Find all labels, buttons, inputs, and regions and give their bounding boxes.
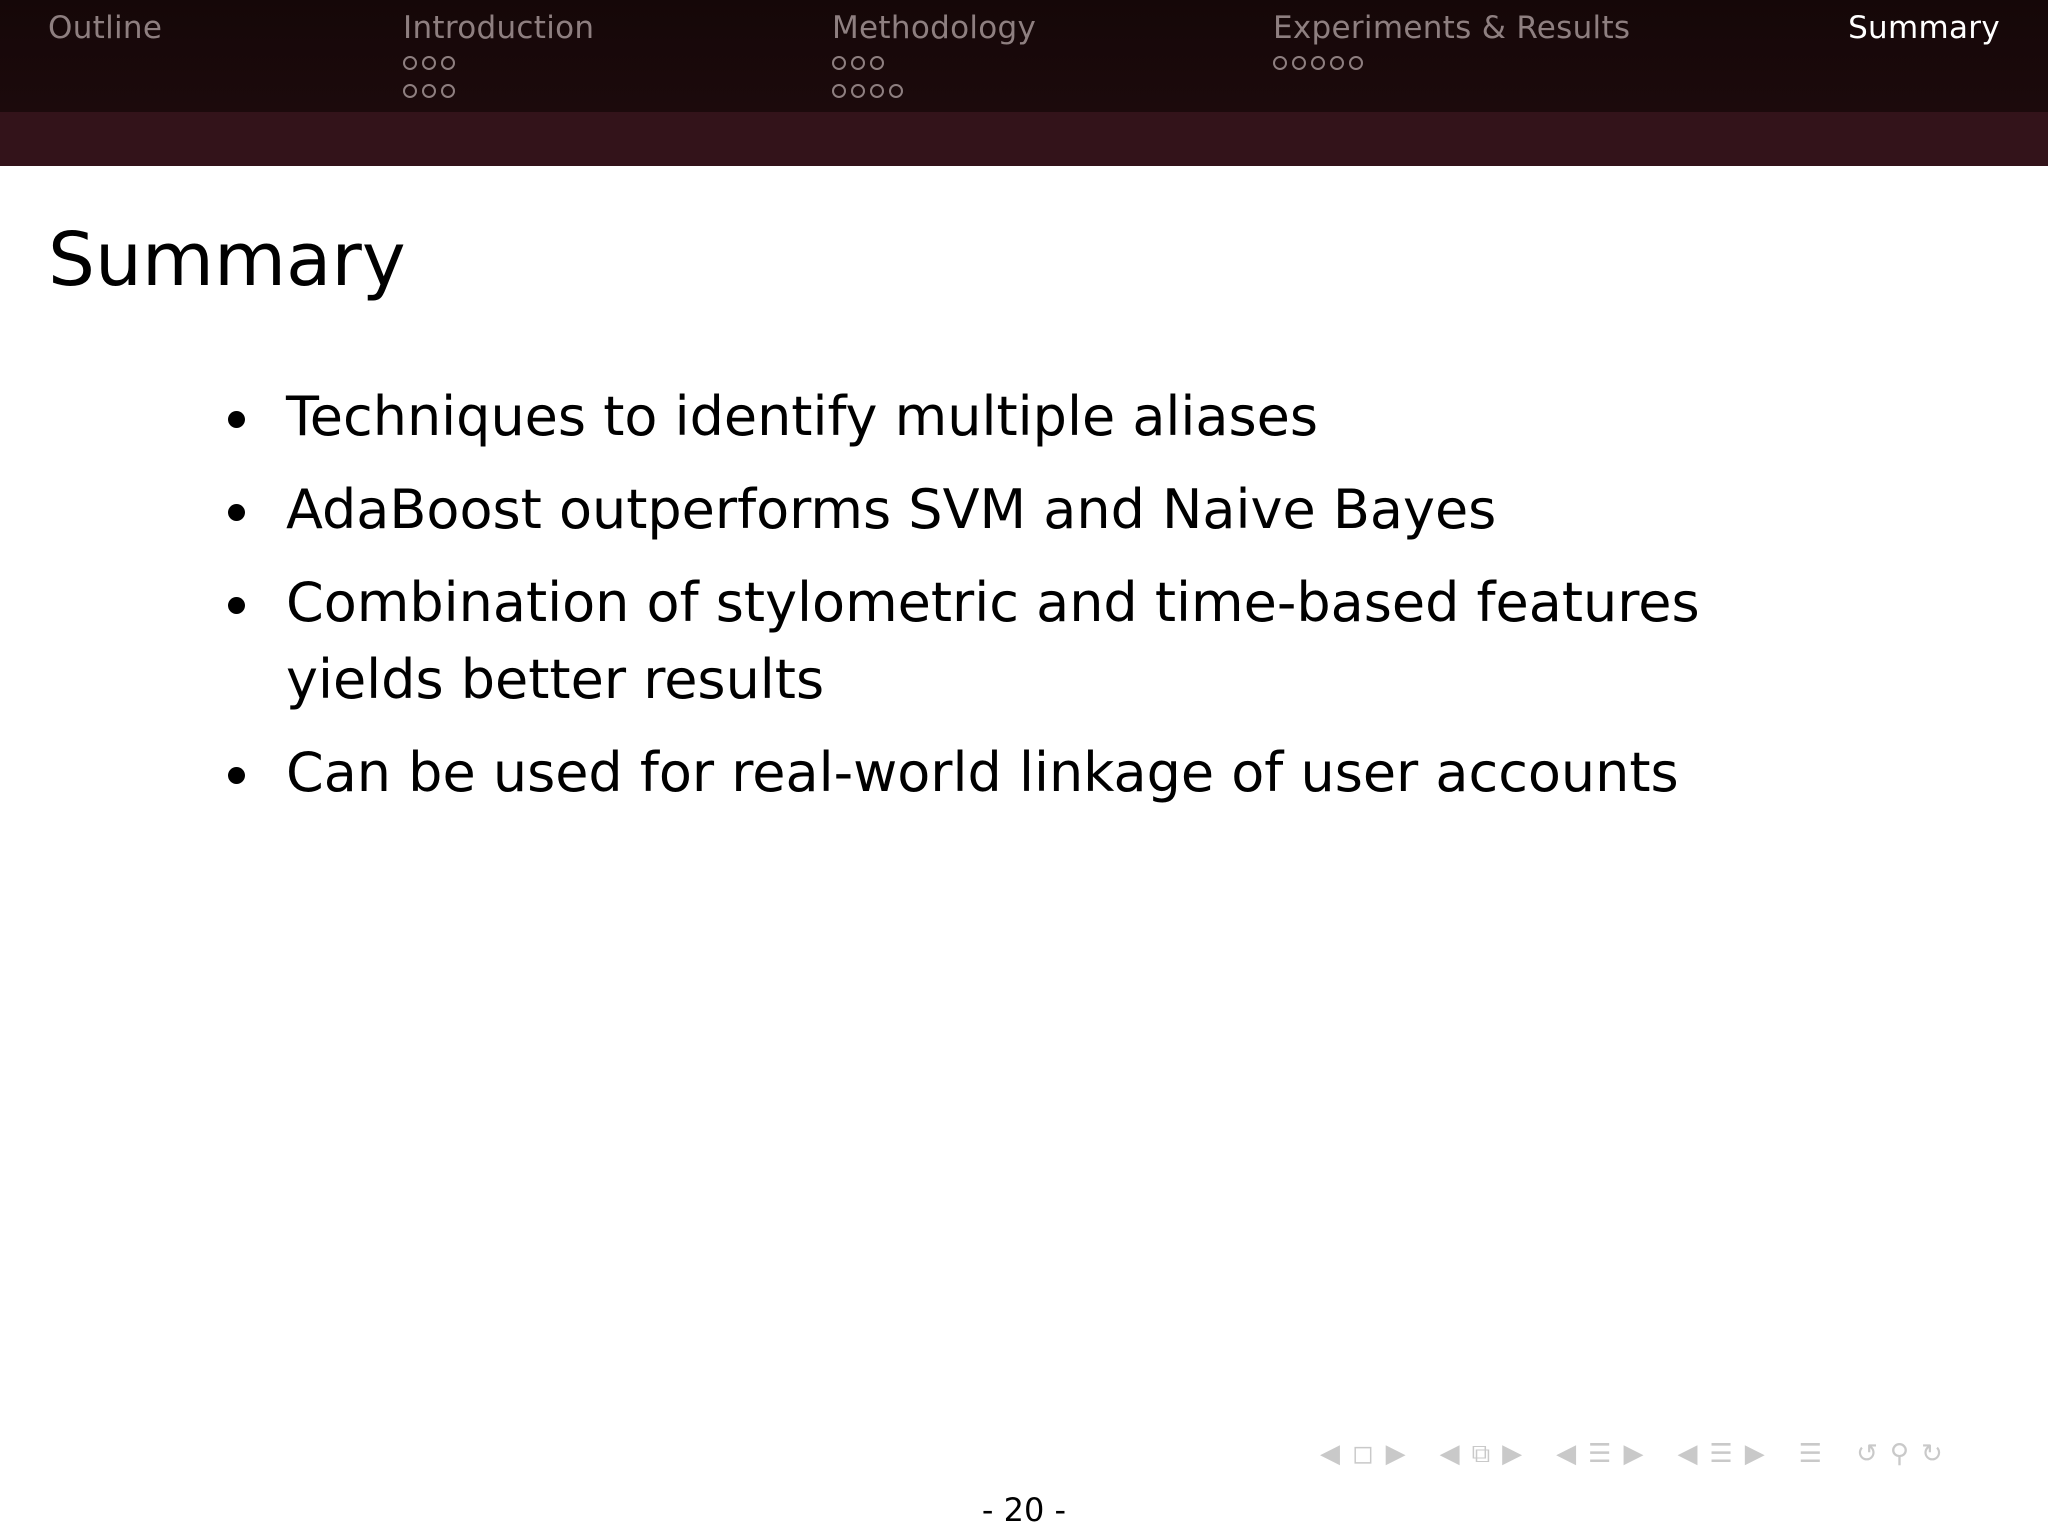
nav-group-document	[1799, 1436, 1834, 1472]
bullet-icon	[228, 767, 245, 784]
subsection-icon[interactable]: ☰	[1588, 1439, 1612, 1469]
frame-dot[interactable]	[832, 56, 846, 70]
forward-icon[interactable]: ↻	[1920, 1439, 1943, 1469]
bullet-icon	[228, 504, 245, 521]
frame-dot[interactable]	[441, 84, 455, 98]
frame-dot[interactable]	[1330, 56, 1344, 70]
frame-dot[interactable]	[870, 56, 884, 70]
frame-title: Summary	[48, 217, 406, 303]
frame-dot[interactable]	[441, 56, 455, 70]
list-item-text: Can be used for real-world linkage of user accounts	[286, 741, 1679, 804]
right-arrow-icon[interactable]: ▶	[1385, 1439, 1406, 1469]
list-item-text: AdaBoost outperforms SVM and Naive Bayes	[286, 478, 1497, 541]
frame-dot[interactable]	[1311, 56, 1325, 70]
headline-bar	[0, 0, 2048, 112]
nav-section-methodology[interactable]	[832, 8, 1036, 102]
frame-dot[interactable]	[422, 84, 436, 98]
search-icon[interactable]: ⚲	[1889, 1439, 1909, 1469]
frame-dot[interactable]	[889, 84, 903, 98]
list-item	[220, 564, 1820, 718]
frame-dots-row	[403, 80, 594, 102]
right-arrow-icon[interactable]: ▶	[1502, 1439, 1523, 1469]
nav-section-title[interactable]: Methodology	[832, 10, 1037, 46]
list-item	[220, 378, 1820, 455]
nav-group-subsection	[1556, 1436, 1655, 1472]
nav-section-outline[interactable]	[48, 8, 162, 48]
slide-icon[interactable]: ◻	[1352, 1439, 1374, 1469]
frame-dots-row	[1273, 52, 1630, 74]
nav-group-section	[1677, 1436, 1776, 1472]
frame-dot[interactable]	[851, 56, 865, 70]
frame-dot[interactable]	[1273, 56, 1287, 70]
left-arrow-icon[interactable]: ◀	[1439, 1439, 1460, 1469]
left-arrow-icon[interactable]: ◀	[1556, 1439, 1577, 1469]
nav-section-title[interactable]: Introduction	[403, 10, 595, 46]
headline-subbar	[0, 112, 2048, 166]
page-number: - 20 -	[981, 1491, 1067, 1529]
nav-section-title[interactable]: Outline	[48, 10, 163, 46]
back-icon[interactable]: ↺	[1856, 1439, 1878, 1469]
frame-dots-row	[403, 52, 594, 74]
document-icon[interactable]: ☰	[1798, 1439, 1823, 1469]
left-arrow-icon[interactable]: ◀	[1320, 1439, 1340, 1469]
navigation-symbols	[1320, 1436, 1977, 1472]
list-item-text: Combination of stylometric and time-based features yields better results	[286, 571, 1700, 711]
list-item	[220, 734, 1820, 811]
frame-dot[interactable]	[422, 56, 436, 70]
nav-section-title[interactable]: Experiments & Results	[1273, 10, 1631, 46]
bullet-icon	[228, 411, 245, 428]
bullet-list	[220, 378, 1820, 827]
frame-icon[interactable]: ⧉	[1471, 1439, 1491, 1469]
nav-section-title-active[interactable]: Summary	[1848, 10, 2000, 46]
frame-dot[interactable]	[832, 84, 846, 98]
frame-dots-row	[832, 80, 1036, 102]
left-arrow-icon[interactable]: ◀	[1677, 1439, 1698, 1469]
frame-dot[interactable]	[851, 84, 865, 98]
bullet-icon	[228, 597, 245, 614]
frame-dot[interactable]	[1349, 56, 1363, 70]
nav-section-experiments-results[interactable]	[1273, 8, 1630, 74]
nav-section-introduction[interactable]	[403, 8, 594, 102]
list-item	[220, 471, 1820, 548]
nav-section-summary[interactable]	[1848, 8, 2000, 48]
right-arrow-icon[interactable]: ▶	[1744, 1439, 1765, 1469]
frame-dot[interactable]	[1292, 56, 1306, 70]
nav-group-slide	[1320, 1436, 1418, 1472]
list-item-text: Techniques to identify multiple aliases	[286, 385, 1319, 448]
right-arrow-icon[interactable]: ▶	[1623, 1439, 1644, 1469]
nav-group-search	[1856, 1436, 1955, 1472]
section-icon[interactable]: ☰	[1709, 1439, 1733, 1469]
frame-dots-row	[832, 52, 1036, 74]
frame-dot[interactable]	[403, 84, 417, 98]
frame-dot[interactable]	[870, 84, 884, 98]
nav-group-frame	[1440, 1436, 1535, 1472]
frame-dot[interactable]	[403, 56, 417, 70]
